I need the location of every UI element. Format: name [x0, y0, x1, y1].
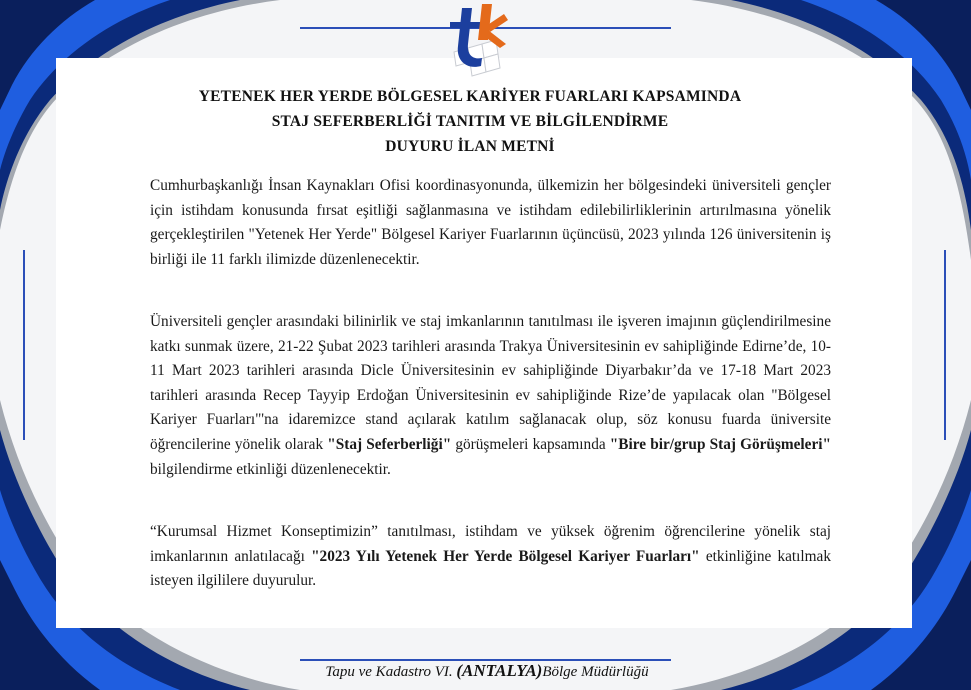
- paragraph-3-text-c: etkinliğine katılmak isteyen ilgililere duyurulur.: [150, 547, 831, 590]
- paragraph-2-text-e: bilgilendirme etkinliği düzenlenecektir.: [150, 460, 391, 478]
- paragraph-3-bold-event-name: "2023 Yılı Yetenek Her Yerde Bölgesel Kariyer Fuarları": [311, 547, 700, 565]
- footer-city: (ANTALYA): [456, 661, 543, 680]
- tkgm-logo-icon: [438, 0, 514, 80]
- paragraph-2-text-c: görüşmeleri kapsamında: [451, 435, 610, 453]
- paragraph-3-text-a: “Kurumsal Hizmet Konseptimizin” tanıtılması, istihdam ve yüksek öğrenim öğrencilerine yönelik staj imkanlarının anlatılacağı: [150, 523, 831, 565]
- heading-line-3: DUYURU İLAN METNİ: [385, 138, 555, 155]
- paragraph-2: [150, 310, 831, 482]
- heading-line-2: STAJ SEFERBERLİĞİ TANITIM VE BİLGİLENDİRME: [271, 113, 669, 130]
- paragraph-1: Cumhurbaşkanlığı İnsan Kaynakları Ofisi koordinasyonunda, ülkemizin her bölgesindeki üniversiteli gençler için istihdam konusunda fırsat eşitliği sağlanmasına ve istihdam edilebilirliklerinin artırılmasına yönelik gerçekleştirilen "Yetenek Her Yerde" Bölgesel Kariyer Fuarlarının üçüncüsü, 2023 yılında 126 üniversitenin iş birliği ile 11 farklı ilimizde düzenlenecektir.: [150, 177, 831, 268]
- heading-line-1: YETENEK HER YERDE BÖLGESEL KARİYER FUARLARI KAPSAMINDA: [198, 88, 742, 105]
- footer-signature: [302, 661, 672, 681]
- footer-prefix: Tapu ve Kadastro VI.: [325, 664, 457, 680]
- paragraph-2-bold-staj-seferberligi: "Staj Seferberliği": [327, 435, 452, 453]
- paragraph-2-text-a: Üniversiteli gençler arasındaki bilinirlik ve staj imkanlarının tanıtılması ile işveren imajının güçlendirilmesine katkı sunmak üzere, 21-22 Şubat 2023 tarihleri arasında Trakya Üniversitesinin ev sahipliğinde Edirne’de, 10-11 Mart 2023 tarihleri arasında Dicle Üniversitesinin ev sahipliğinde Diyarbakır’da ve 17-18 Mart 2023 tarihleri arasında Recep Tayyip Erdoğan Üniversitesinin ev sahipliğinde Rize’de yapılacak olan "Bölgesel Kariyer Fuarları"'na idaremizce stand açılarak katılım sağlanacak olup, söz konusu fuarda üniversite öğrencilerine yönelik olarak: [150, 313, 831, 453]
- paragraph-2-bold-bire-bir: "Bire bir/grup Staj Görüşmeleri": [609, 435, 831, 453]
- paragraph-3: [150, 520, 831, 594]
- footer-suffix: Bölge Müdürlüğü: [542, 664, 649, 680]
